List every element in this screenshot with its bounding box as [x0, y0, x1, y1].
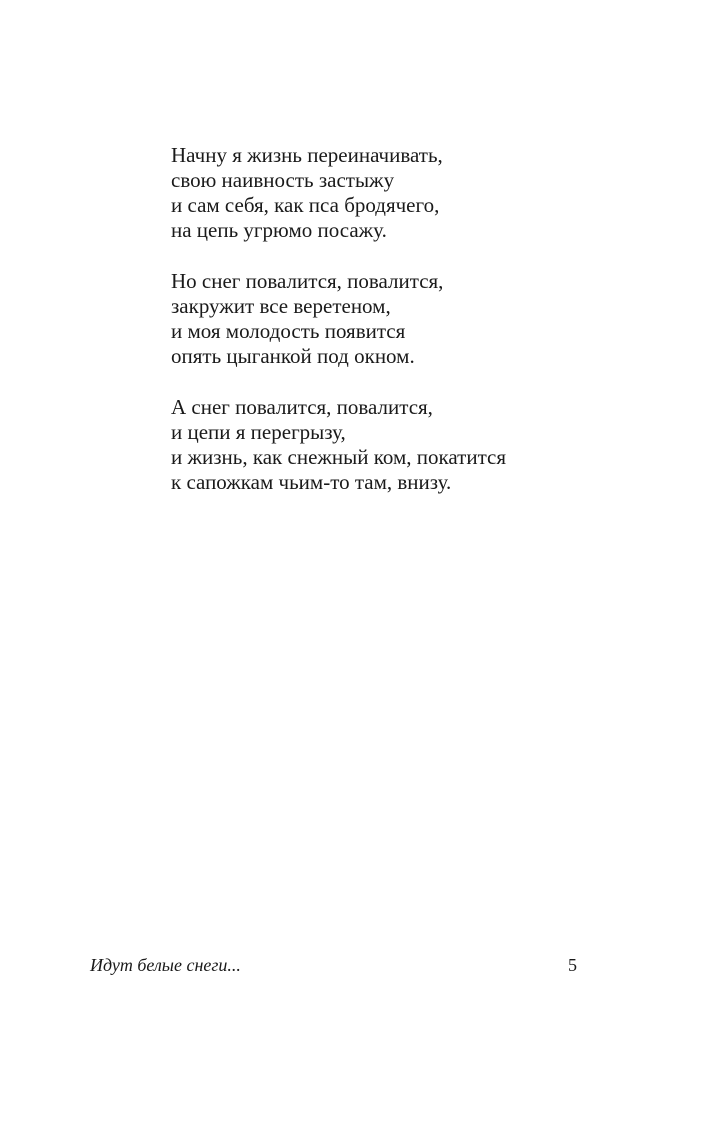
stanza-2 [171, 269, 651, 369]
poem-line: закружит все веретеном, [171, 294, 391, 318]
stanza-3 [171, 395, 651, 495]
poem-line: Но снег повалится, повалится, [171, 269, 444, 293]
poem-line: свою наивность застыжу [171, 168, 395, 192]
poem-line: к сапожкам чьим-то там, внизу. [171, 470, 452, 494]
poem-line: и цепи я перегрызу, [171, 420, 346, 444]
stanza-1 [171, 143, 651, 243]
poem-line: А снег повалится, повалится, [171, 395, 433, 419]
poem [171, 143, 651, 521]
poem-line: и моя молодость появится [171, 319, 406, 343]
poem-line: и сам себя, как пса бродячего, [171, 193, 440, 217]
running-title: Идут белые снеги... [90, 955, 241, 975]
poem-line: Начну я жизнь переиначивать, [171, 143, 443, 167]
poem-line: опять цыганкой под окном. [171, 344, 415, 368]
page-number: 5 [568, 955, 577, 975]
poem-line: на цепь угрюмо посажу. [171, 218, 387, 242]
poem-line: и жизнь, как снежный ком, покатится [171, 445, 506, 469]
